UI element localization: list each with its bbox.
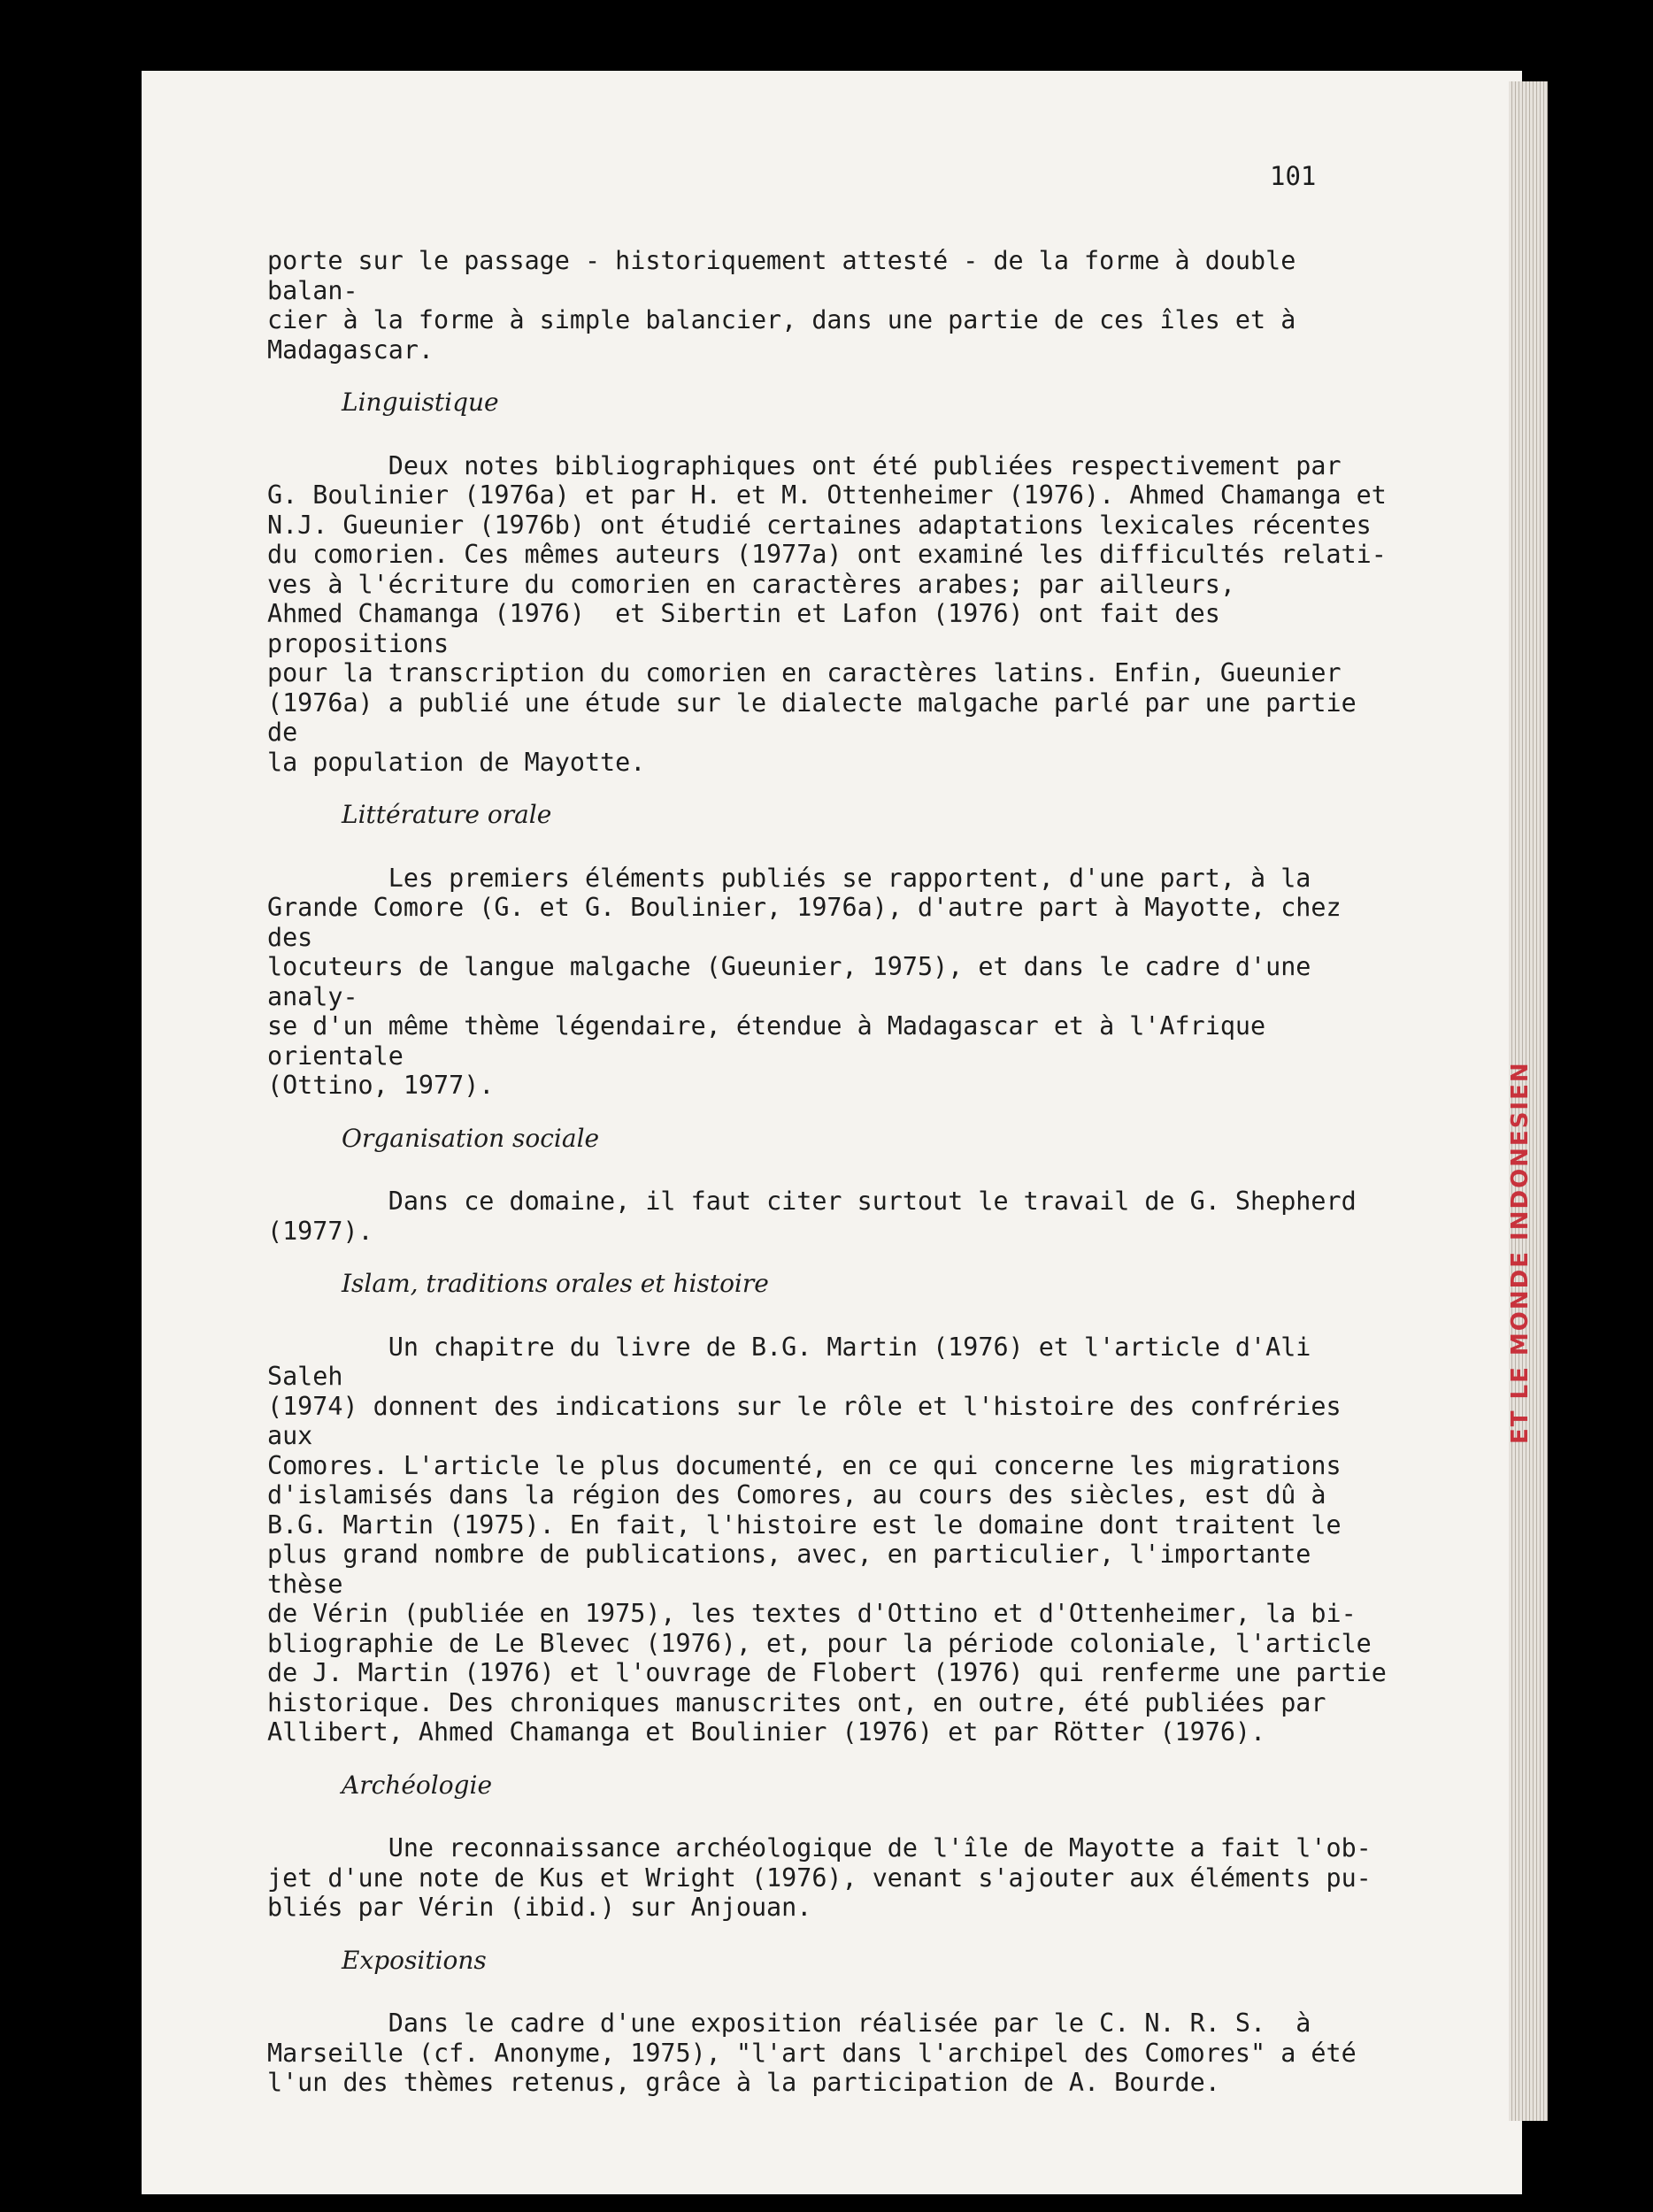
heading-litterature: Littérature orale <box>342 800 552 829</box>
intro-paragraph: porte sur le passage - historiquement attesté - de la forme à double balan- cier à la forme à simple balancier, dans une partie de ces îles et à Madagascar. <box>267 246 1296 365</box>
paragraph-islam: Un chapitre du livre de B.G. Martin (1976) et l'article d'Ali Saleh (1974) donnent des indications sur le rôle et l'histoire des confréries aux Comores. L'article le plus documenté, en ce qui concerne les migrations d'islamisés dans la région des Comores, au cours des siècles, est dû à B.G. Martin (1975). En fait, l'histoire est le domaine dont traitent le plus grand nombre de publications, avec, en particulier, l'importante thèse de Vérin (publiée en 1975), les textes d'Ottino et d'Ottenheimer, la bi- bliographie de Le Blevec (1976), et, pour la période coloniale, l'article de J. Martin (1976) et l'ouvrage de Flobert (1976) qui renferme une partie historique. Des chroniques manuscrites ont, en outre, été publiées par Allibert, Ahmed Chamanga et Boulinier (1976) et par Rötter (1976). <box>267 1332 1387 1747</box>
paragraph-archeologie: Une reconnaissance archéologique de l'île de Mayotte a fait l'ob- jet d'une note de Kus et Wright (1976), venant s'ajouter aux éléments pu- bliés par Vérin (ibid.) sur Anjouan. <box>267 1833 1372 1922</box>
paragraph-linguistique: Deux notes bibliographiques ont été publiées respectivement par G. Boulinier (1976a) et par H. et M. Ottenheimer (1976). Ahmed Chamanga et N.J. Gueunier (1976b) ont étudié certaines adaptations lexicales récentes du comorien. Ces mêmes auteurs (1977a) ont examiné les difficultés relati- ves à l'écriture du comorien en caractères arabes; par ailleurs, Ahmed Chamanga (1976) et Sibertin et Lafon (1976) ont fait des propositions pour la transcription du comorien en caractères latins. Enfin, Gueunier (1976a) a publié une étude sur le dialecte malgache parlé par une partie de la population de Mayotte. <box>267 450 1387 777</box>
paragraph-litterature: Les premiers éléments publiés se rapportent, d'une part, à la Grande Comore (G. et G. Boulinier, 1976a), d'autre part à Mayotte, chez des locuteurs de langue malgache (Gueunier, 1975), et dans le cadre d'une analy- se d'un même thème légendaire, étendue à Madagascar et à l'Afrique orientale (Ottino, 1977). <box>267 863 1342 1100</box>
heading-linguistique: Linguistique <box>342 388 499 417</box>
page-edge <box>1509 81 1548 2121</box>
heading-archeologie: Archéologie <box>342 1770 493 1800</box>
paragraph-organisation: Dans ce domaine, il faut citer surtout le travail de G. Shepherd (1977). <box>267 1187 1357 1246</box>
heading-organisation: Organisation sociale <box>342 1123 600 1153</box>
paragraph-expositions: Dans le cadre d'une exposition réalisée par le C. N. R. S. à Marseille (cf. Anonyme, 1975), "l'art dans l'archipel des Comores" a été l'un des thèmes retenus, grâce à la participation de A. Bourde. <box>267 2008 1357 2097</box>
heading-islam: Islam, traditions orales et histoire <box>342 1269 769 1298</box>
page-number: 101 <box>1270 161 1317 191</box>
heading-expositions: Expositions <box>342 1945 487 1975</box>
library-stamp: ET LE MONDE INDONESIEN <box>1507 1061 1534 1444</box>
main-text <box>267 246 1391 2098</box>
